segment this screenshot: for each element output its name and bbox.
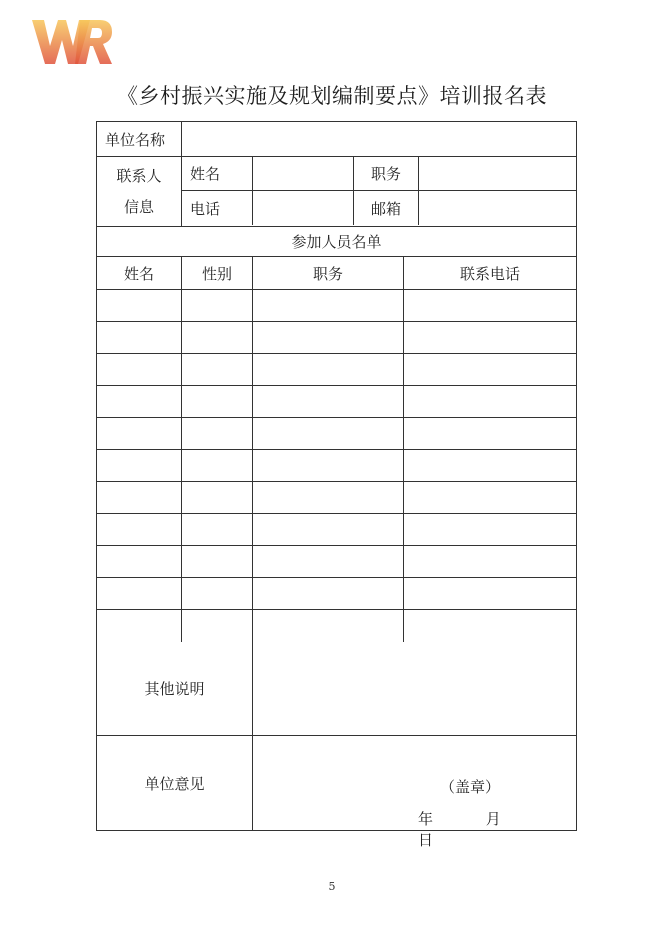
participant-gender-cell[interactable]	[182, 386, 253, 417]
contact-phone-field[interactable]	[253, 191, 354, 225]
participant-name-cell[interactable]	[97, 322, 182, 353]
participant-phone-cell[interactable]	[404, 610, 576, 642]
contact-email-field[interactable]	[419, 191, 576, 225]
registration-form-table	[96, 121, 577, 849]
participant-row	[97, 482, 576, 514]
participant-position-cell[interactable]	[253, 482, 404, 513]
participant-name-cell[interactable]	[97, 578, 182, 609]
participant-row	[97, 354, 576, 386]
participant-position-cell[interactable]	[253, 354, 404, 385]
contact-block	[97, 157, 576, 227]
participant-position-cell[interactable]	[253, 514, 404, 545]
participant-name-cell[interactable]	[97, 450, 182, 481]
date-line	[418, 808, 576, 850]
participant-row	[97, 418, 576, 450]
participant-name-cell[interactable]	[97, 354, 182, 385]
contact-row-1	[182, 157, 576, 191]
participant-gender-cell[interactable]	[182, 322, 253, 353]
contact-row-2	[182, 191, 576, 225]
participant-gender-cell[interactable]	[182, 514, 253, 545]
participant-name-cell[interactable]	[97, 546, 182, 577]
participant-gender-cell[interactable]	[182, 418, 253, 449]
participant-row	[97, 290, 576, 322]
contact-label-line2: 信息	[123, 197, 154, 216]
contact-grid	[182, 157, 576, 226]
column-header-gender: 性别	[182, 257, 253, 289]
participant-position-cell[interactable]	[253, 610, 404, 642]
participant-row	[97, 386, 576, 418]
contact-phone-label: 电话	[182, 191, 253, 225]
participant-position-cell[interactable]	[253, 578, 404, 609]
participant-row	[97, 546, 576, 578]
participant-phone-cell[interactable]	[404, 482, 576, 513]
participant-phone-cell[interactable]	[404, 290, 576, 321]
participant-phone-cell[interactable]	[404, 322, 576, 353]
participant-row	[97, 322, 576, 354]
wr-logo	[28, 16, 114, 68]
unit-name-label: 单位名称	[97, 122, 182, 156]
participant-phone-cell[interactable]	[404, 418, 576, 449]
participants-column-header-row	[97, 257, 576, 290]
column-header-position: 职务	[253, 257, 404, 289]
contact-position-label: 职务	[354, 157, 419, 190]
contact-label-line1: 联系人	[116, 166, 162, 185]
unit-opinion-label: 单位意见	[97, 736, 253, 830]
contact-name-label: 姓名	[182, 157, 253, 190]
participant-gender-cell[interactable]	[182, 578, 253, 609]
contact-email-label: 邮箱	[354, 191, 419, 225]
participant-name-cell[interactable]	[97, 514, 182, 545]
other-notes-row	[97, 642, 576, 736]
date-month: 月	[485, 810, 501, 828]
other-notes-field[interactable]	[253, 642, 576, 735]
unit-opinion-row	[97, 736, 576, 849]
participant-row	[97, 578, 576, 610]
contact-position-field[interactable]	[419, 157, 576, 190]
participant-name-cell[interactable]	[97, 482, 182, 513]
contact-name-field[interactable]	[253, 157, 354, 190]
date-year: 年	[418, 810, 434, 828]
participant-gender-cell[interactable]	[182, 450, 253, 481]
participant-phone-cell[interactable]	[404, 546, 576, 577]
participant-gender-cell[interactable]	[182, 354, 253, 385]
participant-phone-cell[interactable]	[404, 578, 576, 609]
unit-name-row	[97, 122, 576, 157]
unit-name-field[interactable]	[182, 122, 576, 156]
participant-phone-cell[interactable]	[404, 450, 576, 481]
participant-gender-cell[interactable]	[182, 482, 253, 513]
stamp-label: （盖章）	[440, 778, 501, 796]
participant-gender-cell[interactable]	[182, 610, 253, 642]
participant-name-cell[interactable]	[97, 418, 182, 449]
participant-phone-cell[interactable]	[404, 514, 576, 545]
participant-position-cell[interactable]	[253, 450, 404, 481]
participants-header-row	[97, 227, 576, 257]
participant-row	[97, 514, 576, 546]
page-number: 5	[328, 880, 336, 893]
participant-phone-cell[interactable]	[404, 354, 576, 385]
date-day: 日	[418, 831, 434, 849]
participant-position-cell[interactable]	[253, 290, 404, 321]
other-notes-label: 其他说明	[97, 642, 253, 735]
column-header-name: 姓名	[97, 257, 182, 289]
column-header-phone: 联系电话	[459, 264, 520, 283]
contact-label	[97, 157, 182, 226]
participant-position-cell[interactable]	[253, 418, 404, 449]
participant-name-cell[interactable]	[97, 386, 182, 417]
participants-rows	[97, 290, 576, 642]
participants-header: 参加人员名单	[291, 233, 382, 251]
participant-gender-cell[interactable]	[182, 546, 253, 577]
participant-row	[97, 610, 576, 642]
participant-phone-cell[interactable]	[404, 386, 576, 417]
participant-position-cell[interactable]	[253, 322, 404, 353]
participant-row	[97, 450, 576, 482]
participant-position-cell[interactable]	[253, 546, 404, 577]
participant-position-cell[interactable]	[253, 386, 404, 417]
document-title: 《乡村振兴实施及规划编制要点》培训报名表	[117, 84, 547, 108]
participant-gender-cell[interactable]	[182, 290, 253, 321]
unit-opinion-field[interactable]	[253, 736, 576, 849]
wr-logo-mark	[28, 16, 114, 68]
participant-name-cell[interactable]	[97, 610, 182, 642]
participant-name-cell[interactable]	[97, 290, 182, 321]
